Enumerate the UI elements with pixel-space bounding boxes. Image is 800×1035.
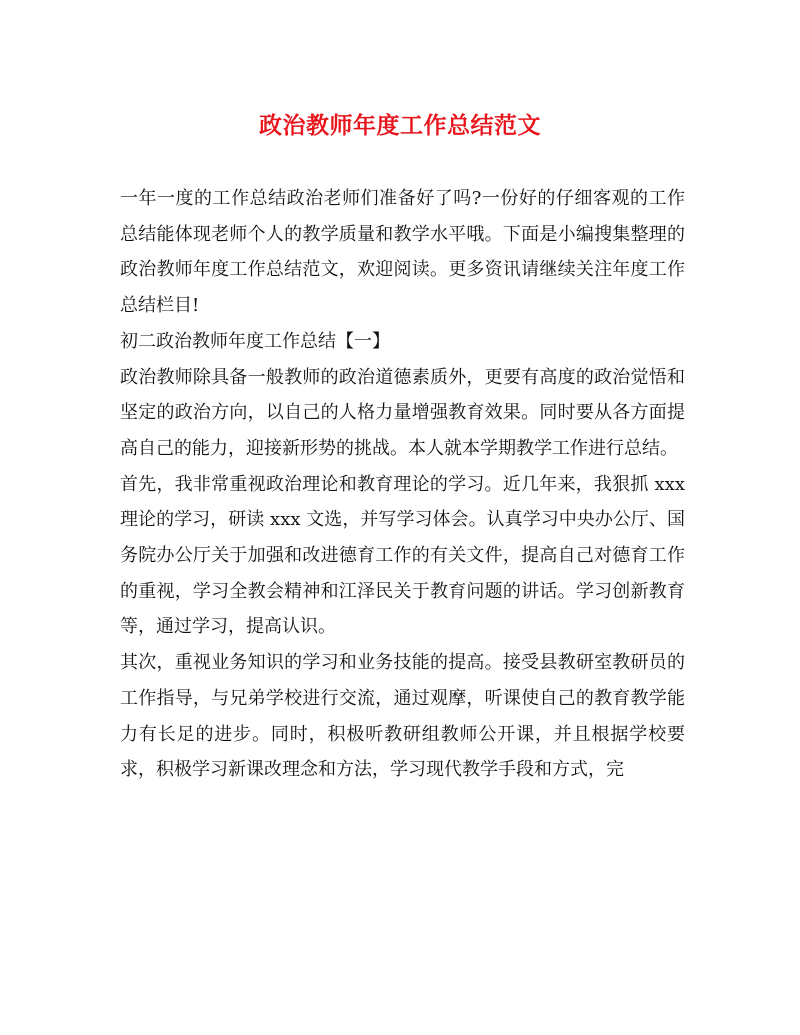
section-heading: 初二政治教师年度工作总结【一】 xyxy=(120,330,390,352)
body-paragraph: 首先，我非常重视政治理论和教育理论的学习。近几年来，我狠抓 xxx 理论的学习，研读 xxx 文选，并写学习体会。认真学习中央办公厅、国务院办公厅关于加强和改进德育工作的有关文件，提高自己对德育工作的重视，学习全教会精神和江泽民关于教育问题的讲话。学习创新教育等，通过学习，提高认识。 xyxy=(120,473,685,638)
body-paragraph: 政治教师除具备一般教师的政治道德素质外，更要有高度的政治觉悟和坚定的政治方向，以自己的人格力量增强教育效果。同时要从各方面提高自己的能力，迎接新形势的挑战。本人就本学期教学工作进行总结。 xyxy=(120,366,685,459)
document-body xyxy=(120,181,685,788)
body-paragraph: 其次，重视业务知识的学习和业务技能的提高。接受县教研室教研员的工作指导，与兄弟学校进行交流，通过观摩，听课使自己的教育教学能力有长足的进步。同时，积极听教研组教师公开课，并且根据学校要求，积极学习新课改理念和方法，学习现代教学手段和方式，完 xyxy=(120,652,685,781)
intro-paragraph: 一年一度的工作总结政治老师们准备好了吗?一份好的仔细客观的工作总结能体现老师个人的教学质量和教学水平哦。下面是小编搜集整理的政治教师年度工作总结范文，欢迎阅读。更多资讯请继续关注年度工作总结栏目! xyxy=(120,188,685,317)
document-title: 政治教师年度工作总结范文 xyxy=(259,112,541,139)
